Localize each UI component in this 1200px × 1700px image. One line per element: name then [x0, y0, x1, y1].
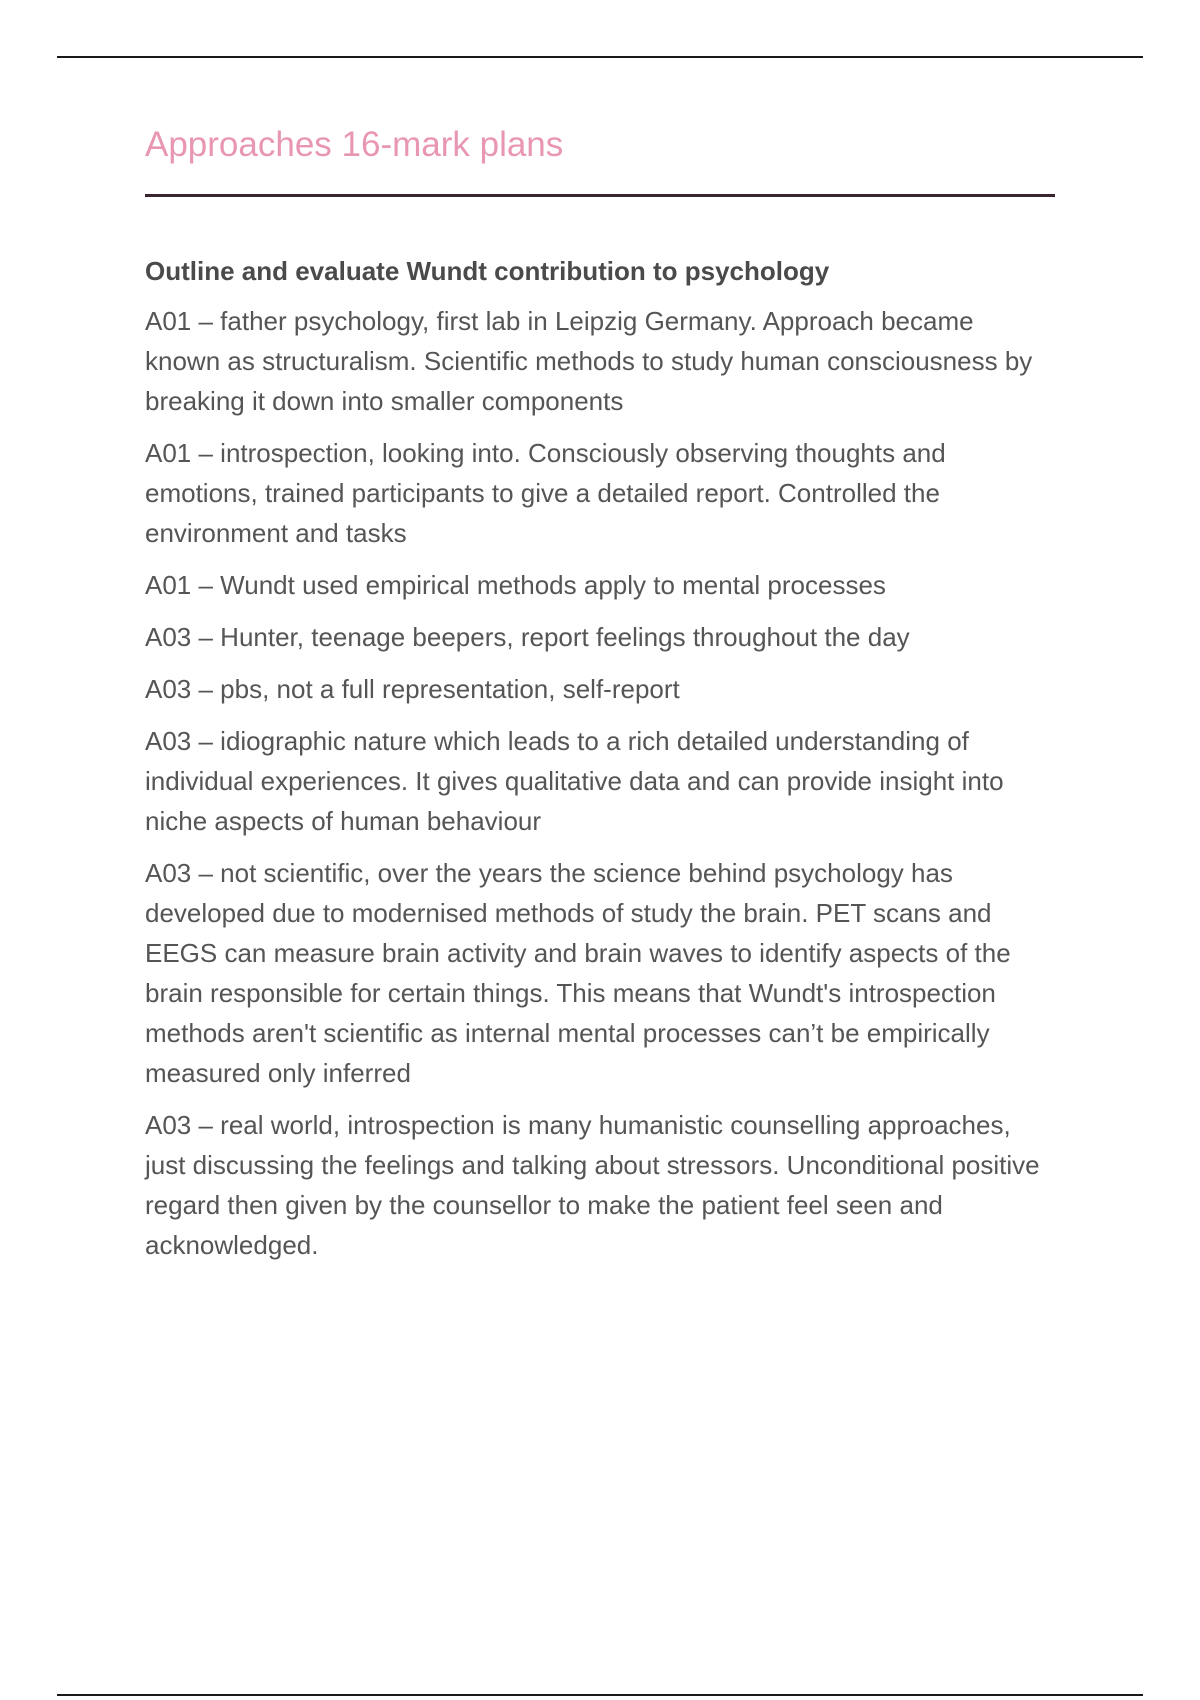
document-title: Approaches 16-mark plans [145, 125, 564, 164]
page-top-rule [57, 56, 1143, 58]
page-bottom-rule [57, 1694, 1143, 1696]
answer-point: A03 – pbs, not a full representation, self-report [145, 674, 680, 704]
answer-point: A03 – idiographic nature which leads to a rich detailed understanding of individual experiences. It gives qualitative data and can provide insight into niche aspects of human behaviour [145, 726, 1004, 836]
answer-point: A03 – not scientific, over the years the science behind psychology has developed due to modernised methods of study the brain. PET scans and EEGS can measure brain activity and brain waves to identify aspects of the brain responsible for certain things. This means that Wundt's introspection methods aren't scientific as internal mental processes can’t be empirically measured only inferred [145, 858, 1011, 1088]
answer-points-list [145, 301, 1055, 1265]
answer-point: A01 – father psychology, first lab in Leipzig Germany. Approach became known as structuralism. Scientific methods to study human consciousness by breaking it down into smaller components [145, 306, 1033, 416]
answer-point: A01 – introspection, looking into. Consciously observing thoughts and emotions, trained participants to give a detailed report. Controlled the environment and tasks [145, 438, 946, 548]
answer-point: A01 – Wundt used empirical methods apply to mental processes [145, 570, 886, 600]
answer-point: A03 – Hunter, teenage beepers, report feelings throughout the day [145, 622, 910, 652]
title-underline [145, 194, 1055, 197]
question-heading: Outline and evaluate Wundt contribution to psychology [145, 256, 830, 286]
document-content [145, 105, 1055, 1277]
answer-point: A03 – real world, introspection is many humanistic counselling approaches, just discussing the feelings and talking about stressors. Unconditional positive regard then given by the counsellor to make the patient feel seen and acknowledged. [145, 1110, 1040, 1260]
